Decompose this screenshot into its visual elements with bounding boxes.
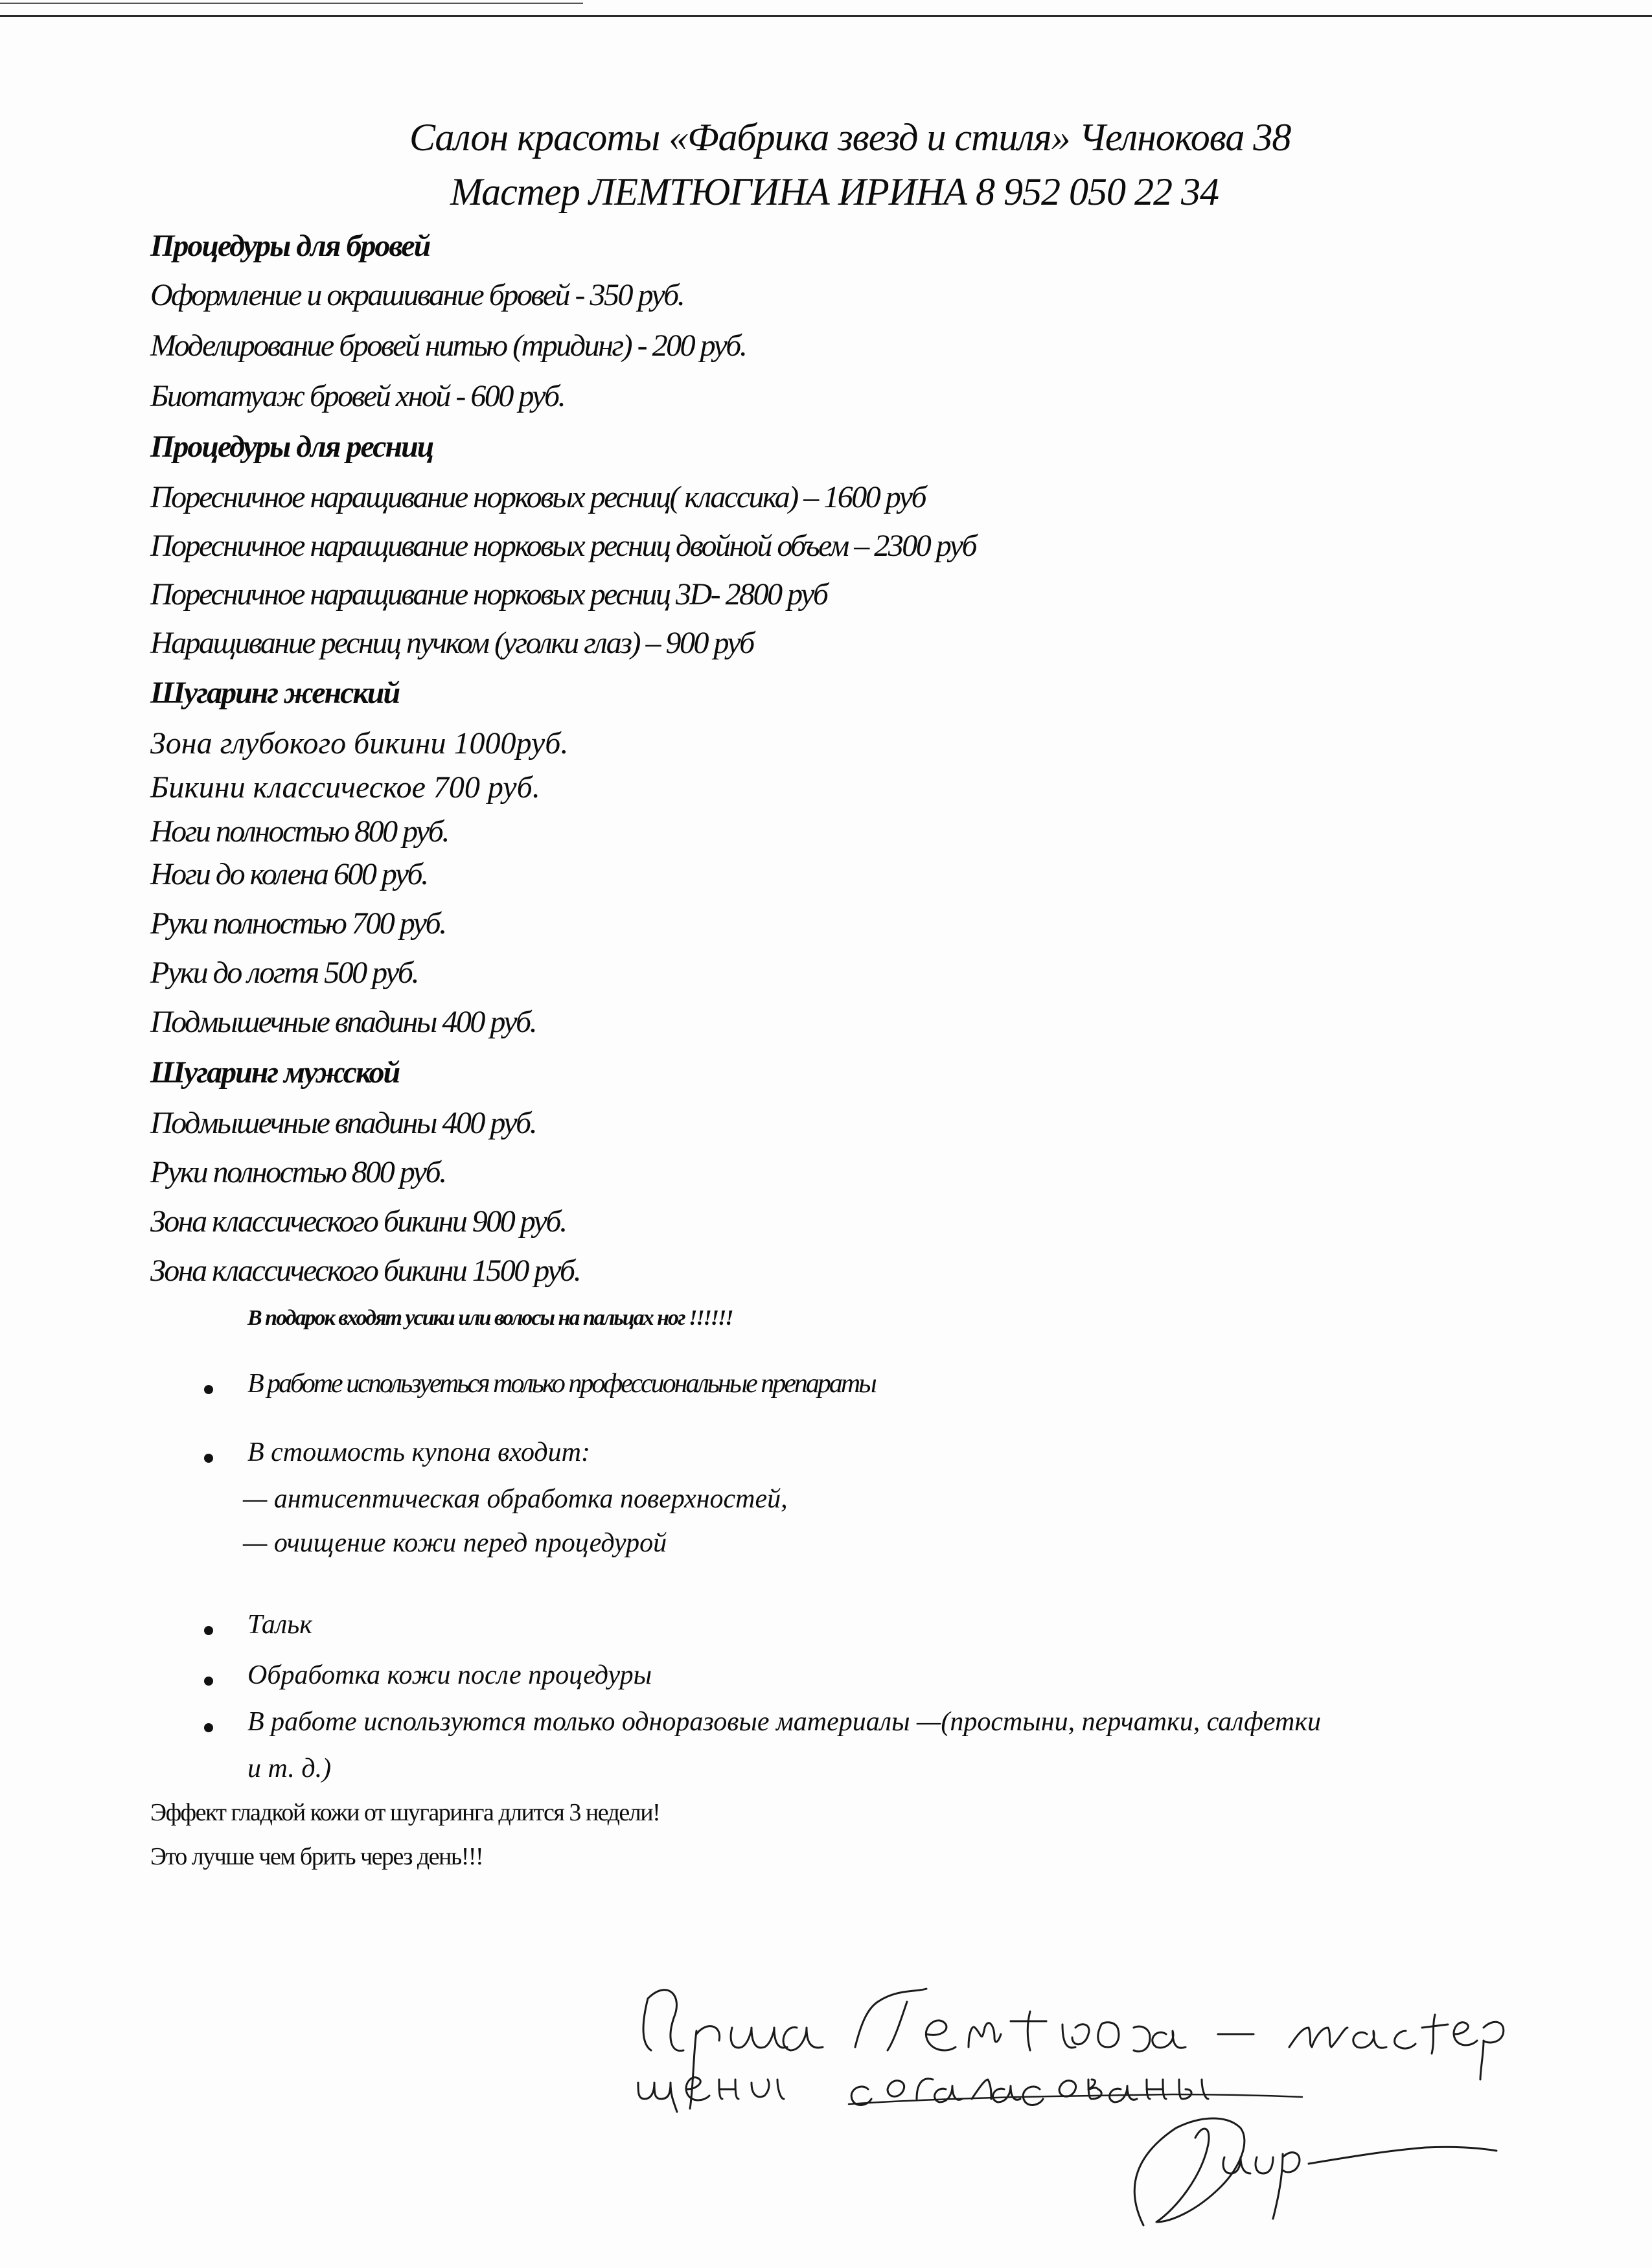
salon-title: Салон красоты «Фабрика звезд и стиля» Челнокова 38 [409,116,1291,159]
section-title-lashes: Процедуры для ресниц [150,430,433,464]
price-item: Бикини классическое 700 руб. [150,770,540,805]
price-item: Поресничное наращивание норковых ресниц( классика) – 1600 руб [150,480,926,514]
price-item: Зона классического бикини 1500 руб. [150,1254,580,1288]
bullet-text: В стоимость купона входит: [247,1438,590,1467]
price-item: Поресничное наращивание норковых ресниц 3D- 2800 руб [150,577,827,612]
section-title-sugar-female: Шугаринг женский [150,676,400,710]
price-item: Зона классического бикини 900 руб. [150,1204,566,1239]
price-item: Руки полностью 800 руб. [150,1155,446,1189]
section-title-brows: Процедуры для бровей [150,229,430,263]
price-item: Наращивание ресниц пучком (уголки глаз) – 900 руб [150,626,753,660]
price-item: Руки полностью 700 руб. [150,906,446,941]
footer-line: Это лучше чем брить через день!!! [150,1843,483,1870]
bullet-subline: — очищение кожи перед процедурой [243,1528,667,1558]
price-item: Поресничное наращивание норковых ресниц двойной объем – 2300 руб [150,529,976,563]
price-item: Оформление и окрашивание бровей - 350 руб. [150,278,684,312]
bullet-text: В работе используеться только профессиональные препараты [247,1369,875,1399]
footer-line: Эффект гладкой кожи от шугаринга длится 3 недели! [150,1799,660,1826]
bullet-text: В работе используются только одноразовые материалы —(простыни, перчатки, салфетки [247,1707,1321,1737]
price-item: Ноги до колена 600 руб. [150,857,428,891]
price-item: Ноги полностью 800 руб. [150,814,448,849]
price-item: Биотатуаж бровей хной - 600 руб. [150,379,565,413]
bullet-text: Тальк [247,1610,312,1640]
price-item: Подмышечные впадины 400 руб. [150,1106,536,1140]
bullet-text: Обработка кожи после процедуры [247,1660,652,1690]
price-item: Руки до логтя 500 руб. [150,956,418,990]
price-item: Подмышечные впадины 400 руб. [150,1005,536,1039]
bullet-text: и т. д.) [247,1754,332,1783]
price-item: Зона глубокого бикини 1000руб. [150,726,569,761]
bullet-subline: — антисептическая обработка поверхностей, [243,1484,788,1514]
gift-note: В подарок входят усики или волосы на пальцах ног !!!!!! [247,1306,733,1330]
section-title-sugar-male: Шугаринг мужской [150,1055,400,1090]
master-contact: Мастер ЛЕМТЮГИНА ИРИНА 8 952 050 22 34 [450,170,1219,213]
price-item: Моделирование бровей нитью (тридинг) - 200 руб. [150,328,746,363]
